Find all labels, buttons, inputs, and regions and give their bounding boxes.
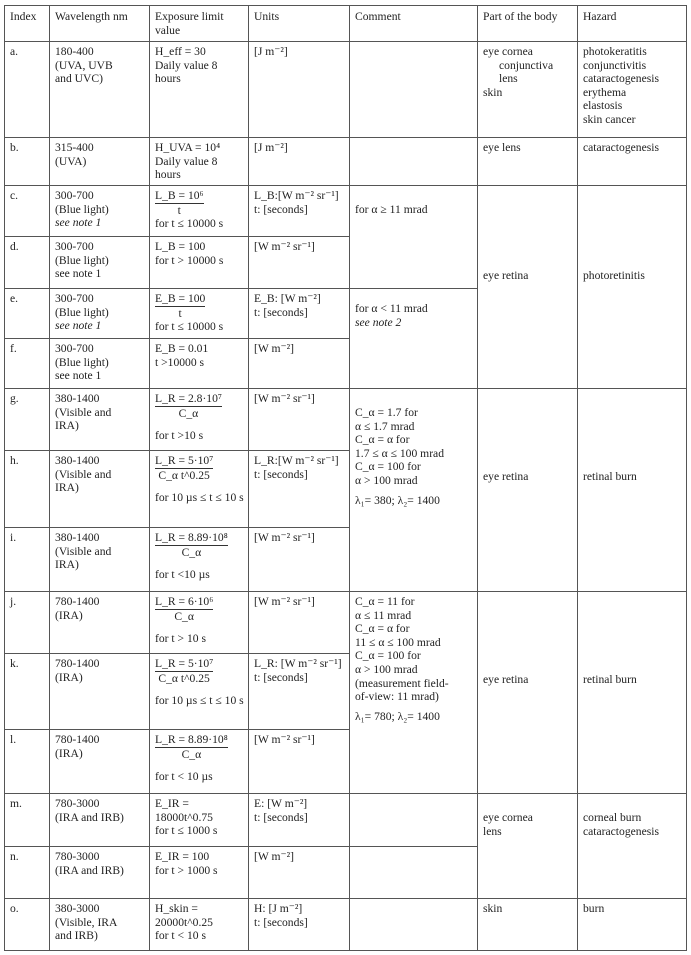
units-cell: [W m⁻²] bbox=[249, 847, 350, 899]
body-part-cell: eye cornea conjunctiva lens skin bbox=[478, 42, 578, 138]
table-row bbox=[5, 42, 687, 138]
hazard-cell: photoretinitis bbox=[578, 186, 687, 389]
header-exposure-limit: Exposure limit value bbox=[150, 6, 249, 42]
body-part-cell: eye lens bbox=[478, 138, 578, 186]
table-row bbox=[5, 899, 687, 951]
wavelength-cell: 780-1400 (IRA) bbox=[50, 592, 150, 654]
hazard-cell: photokeratitis conjunctivitis cataractogenesis erythema elastosis skin cancer bbox=[578, 42, 687, 138]
limit-cell: $\frac{\text{L\_R = 5·10⁷}}{\text{C\_α t\textasciicircum{}0.25}}$ for 10 µs ≤ t ≤ 10 s bbox=[150, 654, 249, 730]
units-cell: [W m⁻²] bbox=[249, 339, 350, 389]
row-index: c. bbox=[5, 186, 50, 237]
limit-cell: $\frac{\text{L\_R = 8.89·10⁸}}{C\_\alpha}$ for t <10 µs bbox=[150, 528, 249, 592]
row-index: a. bbox=[5, 42, 50, 138]
limit-cell: $\frac{E\_B = 100}{t}$ for t ≤ 10000 s bbox=[150, 289, 249, 339]
header-hazard: Hazard bbox=[578, 6, 687, 42]
body-part-cell: eye cornea lens bbox=[478, 794, 578, 899]
limit-cell: H_UVA = 10⁴ Daily value 8 hours bbox=[150, 138, 249, 186]
row-index: e. bbox=[5, 289, 50, 339]
hazard-cell: retinal burn bbox=[578, 592, 687, 794]
row-index: h. bbox=[5, 451, 50, 528]
wavelength-cell: 380-3000 (Visible, IRA and IRB) bbox=[50, 899, 150, 951]
exposure-limits-table bbox=[4, 5, 687, 951]
row-index: m. bbox=[5, 794, 50, 847]
row-index: g. bbox=[5, 389, 50, 451]
units-cell: E: [W m⁻²] t: [seconds] bbox=[249, 794, 350, 847]
comment-cell bbox=[350, 138, 478, 186]
row-index: d. bbox=[5, 237, 50, 289]
units-cell: [J m⁻²] bbox=[249, 42, 350, 138]
limit-cell: E_B = 0.01 t >10000 s bbox=[150, 339, 249, 389]
header-comment: Comment bbox=[350, 6, 478, 42]
comment-cell: C_α = 1.7 for α ≤ 1.7 mrad C_α = α for 1.7 ≤ α ≤ 100 mrad C_α = 100 for α > 100 mrad λ₁= 380; λ₂= 1400 bbox=[350, 389, 478, 592]
row-index: o. bbox=[5, 899, 50, 951]
limit-cell: $\frac{\text{L\_B = 10⁶}}{t}$ for t ≤ 10000 s bbox=[150, 186, 249, 237]
row-index: n. bbox=[5, 847, 50, 899]
comment-cell bbox=[350, 899, 478, 951]
wavelength-cell: 780-3000 (IRA and IRB) bbox=[50, 847, 150, 899]
comment-cell bbox=[350, 794, 478, 847]
body-part-cell: eye retina bbox=[478, 186, 578, 389]
wavelength-cell: 300-700 (Blue light) see note 1 bbox=[50, 339, 150, 389]
header-units: Units bbox=[249, 6, 350, 42]
row-index: l. bbox=[5, 730, 50, 794]
table-row bbox=[5, 186, 687, 237]
wavelength-cell: 780-3000 (IRA and IRB) bbox=[50, 794, 150, 847]
hazard-cell: cataractogenesis bbox=[578, 138, 687, 186]
comment-cell: for α ≥ 11 mrad bbox=[350, 186, 478, 289]
wavelength-cell: 380-1400 (Visible and IRA) bbox=[50, 389, 150, 451]
units-cell: H: [J m⁻²] t: [seconds] bbox=[249, 899, 350, 951]
limit-cell: L_B = 100 for t > 10000 s bbox=[150, 237, 249, 289]
table-row bbox=[5, 794, 687, 847]
hazard-cell: corneal burn cataractogenesis bbox=[578, 794, 687, 899]
limit-cell: $\frac{\text{L\_R = 2.8·10⁷}}{C\_\alpha}$ for t >10 s bbox=[150, 389, 249, 451]
units-cell: L_R:[W m⁻² sr⁻¹] t: [seconds] bbox=[249, 451, 350, 528]
limit-cell: E_IR = 100 for t > 1000 s bbox=[150, 847, 249, 899]
limit-cell: $\frac{\text{L\_R = 5·10⁷}}{\text{C\_α t\textasciicircum{}0.25}}$ for 10 µs ≤ t ≤ 10 s bbox=[150, 451, 249, 528]
wavelength-cell: 300-700 (Blue light) see note 1 bbox=[50, 237, 150, 289]
row-index: j. bbox=[5, 592, 50, 654]
wavelength-cell: 780-1400 (IRA) bbox=[50, 654, 150, 730]
limit-cell: $\frac{\text{L\_R = 6·10⁶}}{C\_\alpha}$ for t > 10 s bbox=[150, 592, 249, 654]
comment-cell: for α < 11 mrad see note 2 bbox=[350, 289, 478, 389]
header-index: Index bbox=[5, 6, 50, 42]
units-cell: E_B: [W m⁻²] t: [seconds] bbox=[249, 289, 350, 339]
units-cell: [W m⁻² sr⁻¹] bbox=[249, 389, 350, 451]
header-row bbox=[5, 6, 687, 42]
units-cell: [W m⁻² sr⁻¹] bbox=[249, 237, 350, 289]
limit-cell: E_IR = 18000t^0.75 for t ≤ 1000 s bbox=[150, 794, 249, 847]
wavelength-cell: 300-700 (Blue light) see note 1 bbox=[50, 289, 150, 339]
table-row bbox=[5, 138, 687, 186]
row-index: b. bbox=[5, 138, 50, 186]
wavelength-cell: 780-1400 (IRA) bbox=[50, 730, 150, 794]
hazard-cell: retinal burn bbox=[578, 389, 687, 592]
limit-cell: H_eff = 30 Daily value 8 hours bbox=[150, 42, 249, 138]
units-cell: L_R: [W m⁻² sr⁻¹] t: [seconds] bbox=[249, 654, 350, 730]
wavelength-cell: 315-400 (UVA) bbox=[50, 138, 150, 186]
table-row bbox=[5, 592, 687, 654]
comment-cell bbox=[350, 847, 478, 899]
units-cell: [W m⁻² sr⁻¹] bbox=[249, 592, 350, 654]
body-part-cell: eye retina bbox=[478, 389, 578, 592]
hazard-cell: burn bbox=[578, 899, 687, 951]
header-wavelength: Wavelength nm bbox=[50, 6, 150, 42]
limit-cell: H_skin = 20000t^0.25 for t < 10 s bbox=[150, 899, 249, 951]
comment-cell: C_α = 11 for α ≤ 11 mrad C_α = α for 11 ≤ α ≤ 100 mrad C_α = 100 for α > 100 mrad (measurement field- of-view: 11 mrad) λ₁= 780; λ₂= 1400 bbox=[350, 592, 478, 794]
body-part-cell: skin bbox=[478, 899, 578, 951]
limit-cell: $\frac{\text{L\_R = 8.89·10⁸}}{C\_\alpha}$ for t < 10 µs bbox=[150, 730, 249, 794]
units-cell: [W m⁻² sr⁻¹] bbox=[249, 730, 350, 794]
header-body-part: Part of the body bbox=[478, 6, 578, 42]
row-index: i. bbox=[5, 528, 50, 592]
comment-cell bbox=[350, 42, 478, 138]
wavelength-cell: 180-400 (UVA, UVB and UVC) bbox=[50, 42, 150, 138]
wavelength-cell: 300-700 (Blue light) see note 1 bbox=[50, 186, 150, 237]
row-index: k. bbox=[5, 654, 50, 730]
wavelength-cell: 380-1400 (Visible and IRA) bbox=[50, 451, 150, 528]
units-cell: [J m⁻²] bbox=[249, 138, 350, 186]
units-cell: L_B:[W m⁻² sr⁻¹] t: [seconds] bbox=[249, 186, 350, 237]
table-row bbox=[5, 389, 687, 451]
row-index: f. bbox=[5, 339, 50, 389]
body-part-cell: eye retina bbox=[478, 592, 578, 794]
wavelength-cell: 380-1400 (Visible and IRA) bbox=[50, 528, 150, 592]
units-cell: [W m⁻² sr⁻¹] bbox=[249, 528, 350, 592]
